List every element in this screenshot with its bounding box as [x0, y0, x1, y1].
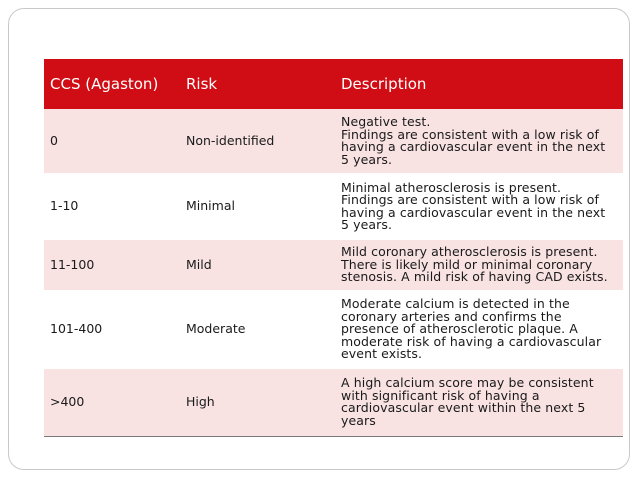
cell-risk: High: [186, 394, 215, 409]
header-ccs: CCS (Agaston): [50, 75, 159, 93]
cell-risk: Minimal: [186, 198, 235, 214]
cell-risk: Moderate: [186, 321, 246, 337]
cell-ccs: 1-10: [50, 198, 79, 214]
cell-description: A high calcium score may be consistent with significant risk of having a cardiovascular event within the next 5 years: [341, 375, 594, 428]
calcium-score-table: [44, 59, 623, 437]
cell-ccs: 101-400: [50, 321, 103, 337]
cell-ccs: 0: [50, 132, 58, 148]
table-row: [44, 109, 623, 173]
table-row: [44, 173, 623, 240]
table-row: [44, 290, 623, 369]
cell-description: Minimal atherosclerosis is present. Findings are consistent with a low risk of having a cardiovascular event in the next 5 years.: [341, 179, 606, 232]
slide-frame: [8, 8, 630, 470]
header-row: [44, 59, 623, 109]
header-risk: Risk: [186, 75, 218, 93]
cell-description: Negative test. Findings are consistent with a low risk of having a cardiovascular event in the next 5 years.: [341, 114, 606, 167]
table-header: [44, 59, 623, 109]
cell-description: Mild coronary atherosclerosis is present. There is likely mild or minimal coronary stenosis. A mild risk of having CAD exists.: [341, 244, 608, 285]
cell-description: Moderate calcium is detected in the coronary arteries and confirms the presence of atherosclerotic plaque. A moderate risk of having a cardiovascular event exists.: [341, 296, 602, 362]
table-body: [44, 109, 623, 436]
cell-risk: Mild: [186, 256, 212, 272]
cell-ccs: 11-100: [50, 256, 95, 272]
cell-risk: Non-identified: [186, 132, 275, 148]
cell-ccs: >400: [50, 394, 85, 409]
table-row: [44, 369, 623, 436]
header-description: Description: [341, 75, 427, 93]
table-row: [44, 240, 623, 290]
